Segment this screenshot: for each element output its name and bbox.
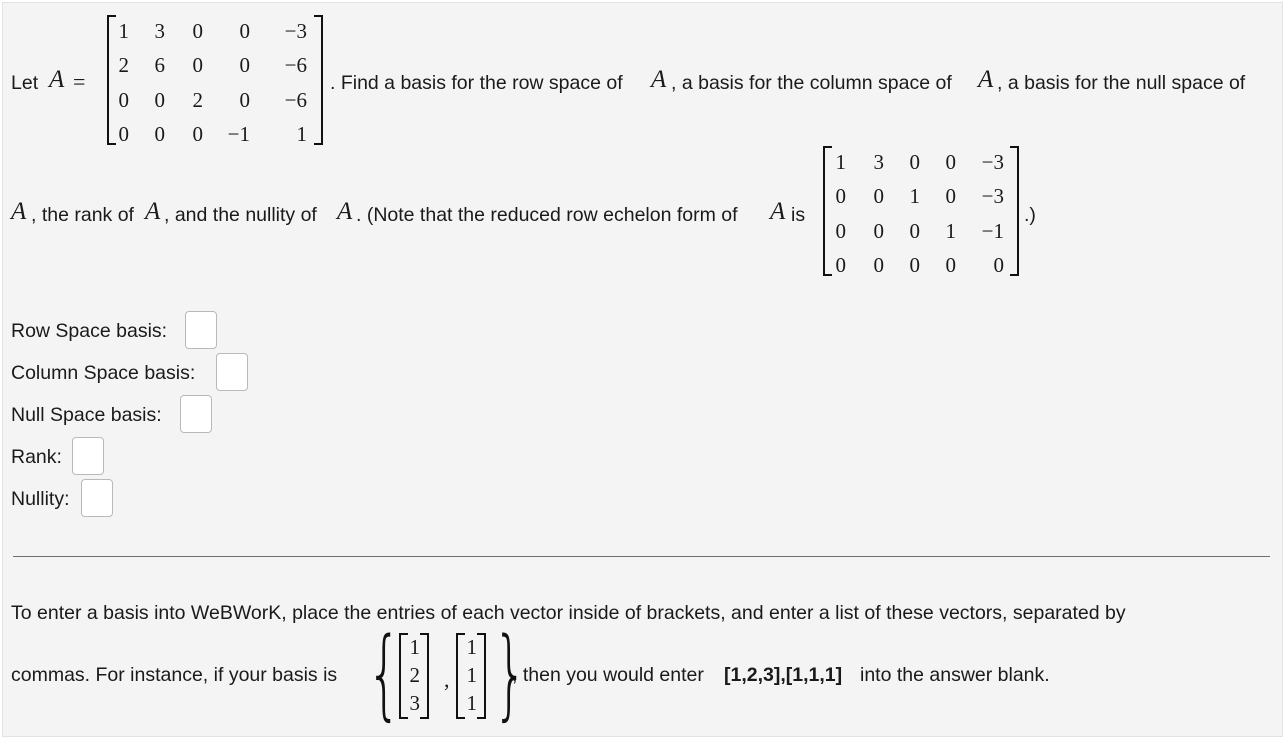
example-vector-1-cell: 1 [409, 635, 420, 659]
rref-close-text: .) [1024, 204, 1036, 226]
rref-matrix-cell: 0 [835, 184, 846, 208]
rank-input[interactable] [72, 437, 104, 475]
rref-right-bracket [1010, 146, 1019, 276]
matrix-a-cell: 2 [192, 88, 203, 112]
equals-sign: = [73, 69, 86, 94]
example-vector-1-cell: 3 [409, 691, 420, 715]
column-space-input[interactable] [216, 353, 248, 391]
example-vector-2-cell: 1 [466, 663, 477, 687]
nullity-label: Nullity: [11, 488, 70, 510]
example-entry: [1,2,3],[1,1,1] [724, 664, 843, 686]
var-a-5: A [145, 198, 161, 225]
instructions-prefix: commas. For instance, if your basis is [11, 664, 338, 686]
rank-text-2: , and the nullity of [164, 204, 317, 226]
instructions-line-1: To enter a basis into WeBWorK, place the entries of each vector inside of brackets, and enter a list of these vectors, separated by [11, 602, 1126, 624]
var-a-6: A [337, 198, 353, 225]
matrix-a-cell: −6 [284, 88, 307, 112]
example-vector-1-cell: 2 [409, 663, 420, 687]
rref-matrix-cell: 0 [909, 219, 920, 243]
problem-panel [2, 2, 1283, 737]
matrix-var-a: A [49, 66, 65, 93]
matrix-a-cell: 1 [296, 122, 307, 146]
example-vector-1 [399, 633, 429, 719]
matrix-a-cell: 2 [118, 53, 129, 77]
rref-matrix-cell: 0 [909, 150, 920, 174]
column-space-label: Column Space basis: [11, 362, 196, 384]
find-text-3: , a basis for the null space of [997, 72, 1246, 94]
find-text-2: , a basis for the column space of [671, 72, 952, 94]
rref-matrix [823, 146, 1019, 276]
vector-2-right-bracket [477, 633, 486, 719]
rref-matrix-cell: 0 [945, 184, 956, 208]
rank-text-1: , the rank of [31, 204, 134, 226]
matrix-a-cell: 0 [239, 19, 250, 43]
find-text-1: . Find a basis for the row space of [330, 72, 623, 94]
left-brace-icon: { [367, 617, 402, 731]
matrix-a-cell: −3 [284, 19, 307, 43]
vector-1-left-bracket [399, 633, 408, 719]
rank-label: Rank: [11, 446, 62, 468]
matrix-a-cell: 0 [154, 122, 165, 146]
var-a-3: A [978, 66, 994, 93]
null-space-input[interactable] [180, 395, 212, 433]
row-space-input[interactable] [185, 311, 217, 349]
rref-matrix-cell: −3 [981, 150, 1004, 174]
rref-matrix-cell: 0 [873, 219, 884, 243]
rref-matrix-cell: −3 [981, 184, 1004, 208]
example-vector-2 [456, 633, 486, 719]
rank-text-4: is [791, 204, 806, 226]
rref-matrix-cell: 0 [909, 253, 920, 277]
matrix-a-cell: 6 [154, 53, 165, 77]
rank-text-3: . (Note that the reduced row echelon form of [356, 204, 738, 226]
rref-matrix-cell: 1 [945, 219, 956, 243]
matrix-a-cell: 3 [154, 19, 165, 43]
matrix-a-cell: 0 [239, 53, 250, 77]
row-space-label: Row Space basis: [11, 320, 168, 342]
rref-matrix-cell: 0 [945, 253, 956, 277]
section-divider [13, 556, 1270, 557]
matrix-a-cell: −6 [284, 53, 307, 77]
matrix-a-cell: 0 [118, 122, 129, 146]
matrix-a-cell: 0 [192, 19, 203, 43]
rref-matrix-cell: 0 [993, 253, 1004, 277]
rref-matrix-cell: 3 [873, 150, 884, 174]
matrix-a-cell: 0 [239, 88, 250, 112]
matrix-a-cell: 0 [154, 88, 165, 112]
instructions-suffix: into the answer blank. [860, 664, 1050, 686]
matrix-a [107, 15, 323, 145]
rref-matrix-cell: 0 [945, 150, 956, 174]
rref-matrix-cell: 0 [835, 253, 846, 277]
var-a-4: A [11, 198, 27, 225]
rref-matrix-cell: 0 [873, 253, 884, 277]
var-a-2: A [651, 66, 667, 93]
example-vector-2-cell: 1 [466, 635, 477, 659]
matrix-a-cell: −1 [227, 122, 250, 146]
rref-matrix-cell: 1 [909, 184, 920, 208]
matrix-a-cell: 1 [118, 19, 129, 43]
let-text: Let [11, 72, 39, 94]
rref-matrix-cell: 0 [835, 219, 846, 243]
matrix-a-cell: 0 [118, 88, 129, 112]
vector-2-left-bracket [456, 633, 465, 719]
matrix-a-right-bracket [314, 15, 323, 145]
example-vector-2-cell: 1 [466, 691, 477, 715]
right-brace-icon: } [493, 617, 528, 731]
null-space-label: Null Space basis: [11, 404, 162, 426]
matrix-a-cell: 0 [192, 53, 203, 77]
rref-matrix-cell: 1 [835, 150, 846, 174]
matrix-a-left-bracket [107, 15, 116, 145]
rref-matrix-cell: −1 [981, 219, 1004, 243]
matrix-a-cell: 0 [192, 122, 203, 146]
vector-1-right-bracket [420, 633, 429, 719]
vector-separator-comma: , [444, 667, 450, 692]
var-a-7: A [770, 198, 786, 225]
rref-matrix-cell: 0 [873, 184, 884, 208]
rref-left-bracket [823, 146, 832, 276]
nullity-input[interactable] [81, 479, 113, 517]
instructions-mid: , then you would enter [512, 664, 704, 686]
